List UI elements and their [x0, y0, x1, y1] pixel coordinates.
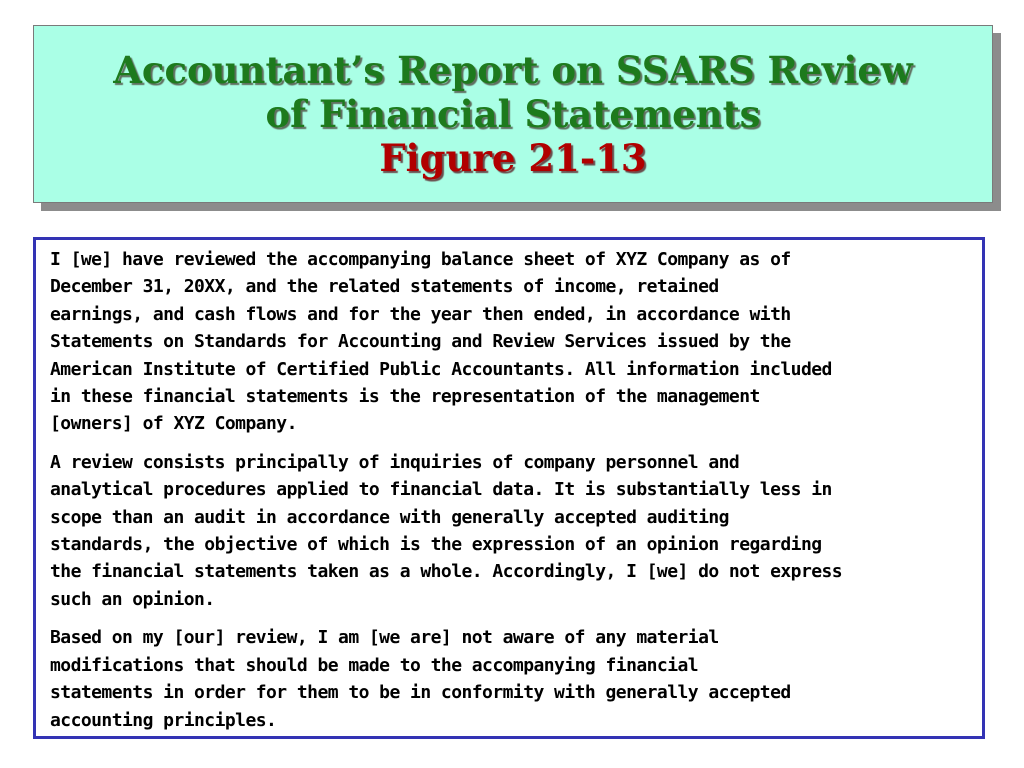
report-paragraph-1: I [we] have reviewed the accompanying balance sheet of XYZ Company as of December 31, 20XX, and the related statements of income, retained earnings, and cash flows and for the year then ended, in accordance with Statements on Standards for Accounting and Review Services issued by the American Institute of Certified Public Accountants. All information included in these financial statements is the representation of the management [owners] of XYZ Company. — [50, 249, 832, 435]
report-paragraph-3: Based on my [our] review, I am [we are] not aware of any material modifications that should be made to the accompanying financial statements in order for them to be in conformity with generally accepted accounting principles. — [50, 627, 791, 731]
report-text-box — [33, 237, 985, 739]
figure-label: Figure 21-13 — [379, 136, 647, 180]
slide-title-line-2: of Financial Statements — [265, 92, 761, 136]
title-box — [33, 25, 993, 203]
report-paragraph-2: A review consists principally of inquiries of company personnel and analytical procedures applied to financial data. It is substantially less in scope than an audit in accordance with generally accepted auditing standards, the objective of which is the expression of an opinion regarding the financial statements taken as a whole. Accordingly, I [we] do not express such an opinion. — [50, 451, 843, 610]
slide-title-line-1: Accountant’s Report on SSARS Review — [113, 48, 913, 92]
